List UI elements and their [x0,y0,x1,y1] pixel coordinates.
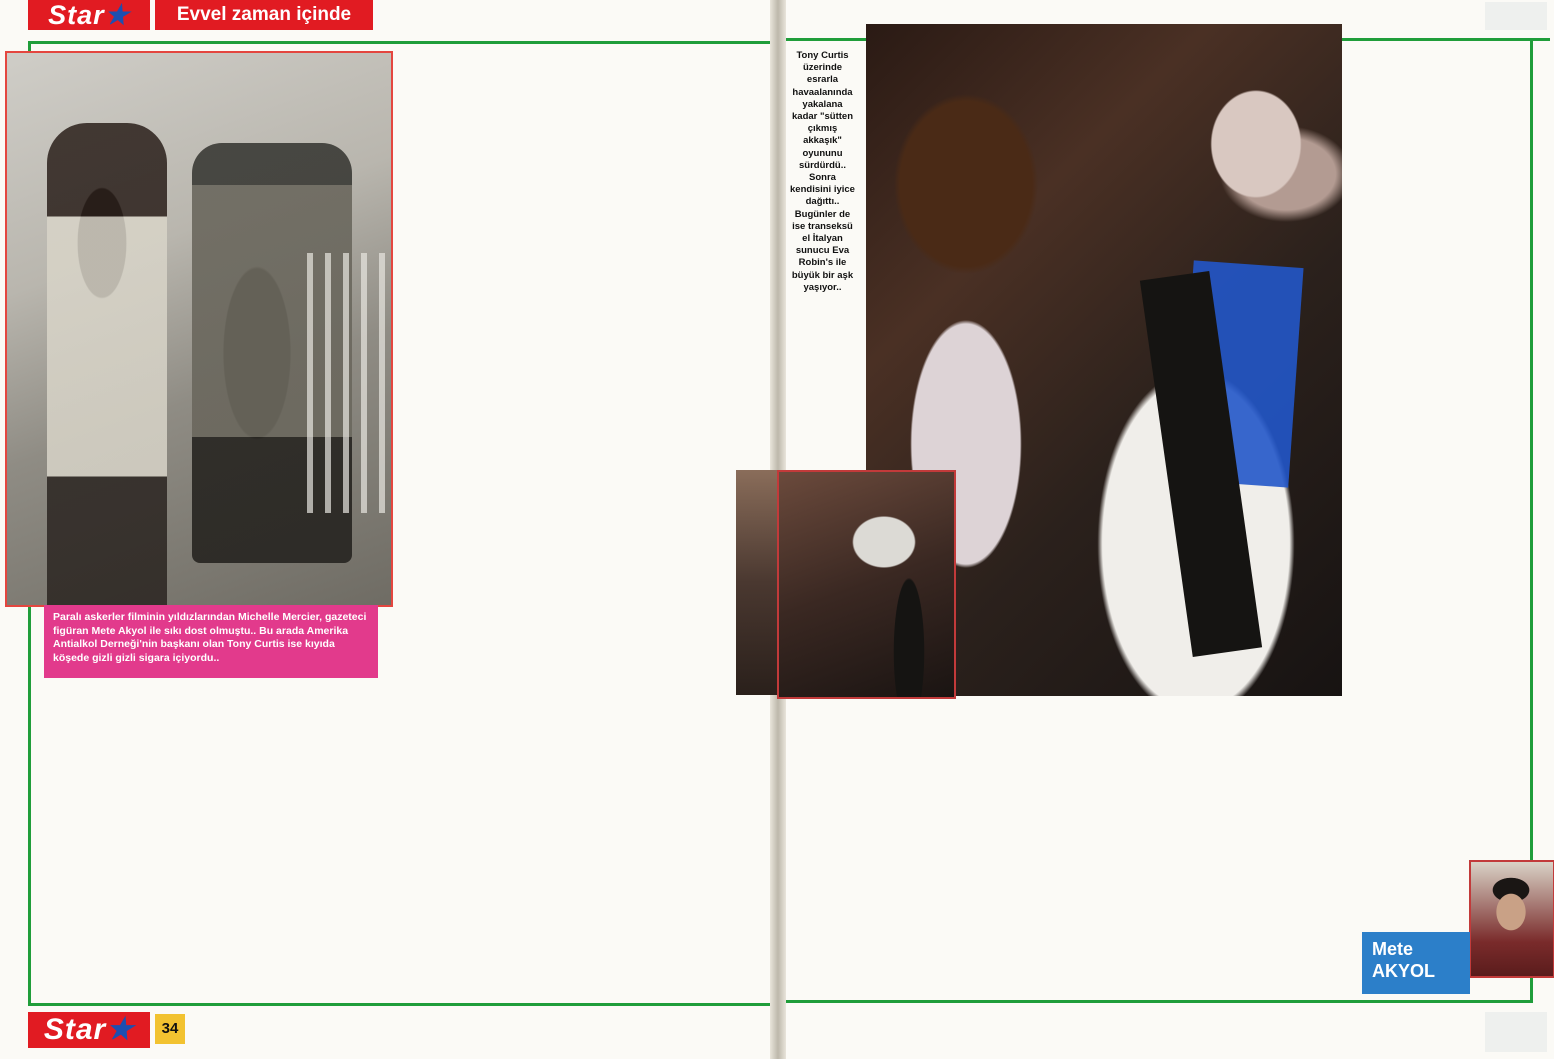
article-column-2 [220,685,392,991]
frame-rule-bottom-right [786,1000,1533,1003]
frame-rule-top-left [28,41,770,44]
star-logo-faded [1485,2,1547,30]
article-column-5 [800,708,972,993]
star-logo-footer [28,1012,150,1048]
photo-caption-right: Tony Curtis üzerinde esrarla havaalanında yakalana kadar "sütten çıkmış akkaşık" oyununu sürdürdü.. Sonra kendisini iyice dağıttı.. Bugünler de ise transeksü el İtalyan sunucu Eva Robin's ile büyük bir aşk yaşıyor.. [790,50,855,293]
author-portrait [1469,860,1554,978]
photo-caption-left: Paralı askerler filminin yıldızlarından Michelle Mercier, gazeteci figüran Mete Akyol ile sıkı dost olmuştu.. Bu arada Amerika Antialkol Derneği'nin başkanı olan Tony Curtis ise kıyıda köşede gizli gizli sigara içiyordu.. [44,605,378,678]
photo-railing [307,253,393,513]
photo-figure-woman [47,123,167,607]
photo-tony-curtis-inset [777,470,956,699]
star-logo [28,0,150,30]
frame-rule-bottom-left [28,1003,770,1006]
frame-rule-right [1530,38,1533,1003]
article-column-7 [1172,708,1344,993]
star-logo-faded-footer [1485,1012,1547,1052]
photo-inset-strip [736,470,778,695]
star-icon: ★ [104,0,130,30]
author-first-name: Mete [1372,939,1414,959]
section-banner: Evvel zaman içinde [155,0,373,30]
article-column-6 [986,708,1158,993]
star-logo-footer-text: Star [43,1013,107,1046]
article-column-3 [405,50,577,995]
star-icon: ★ [106,1013,135,1046]
article-column-1 [48,685,220,991]
photo-michelle-mercier-mete-akyol [5,51,393,607]
author-byline [1362,932,1470,994]
page-number: 34 [155,1014,185,1044]
article-column-8 [1362,50,1530,930]
star-logo-text: Star [48,0,105,30]
author-last-name: AKYOL [1372,961,1435,981]
